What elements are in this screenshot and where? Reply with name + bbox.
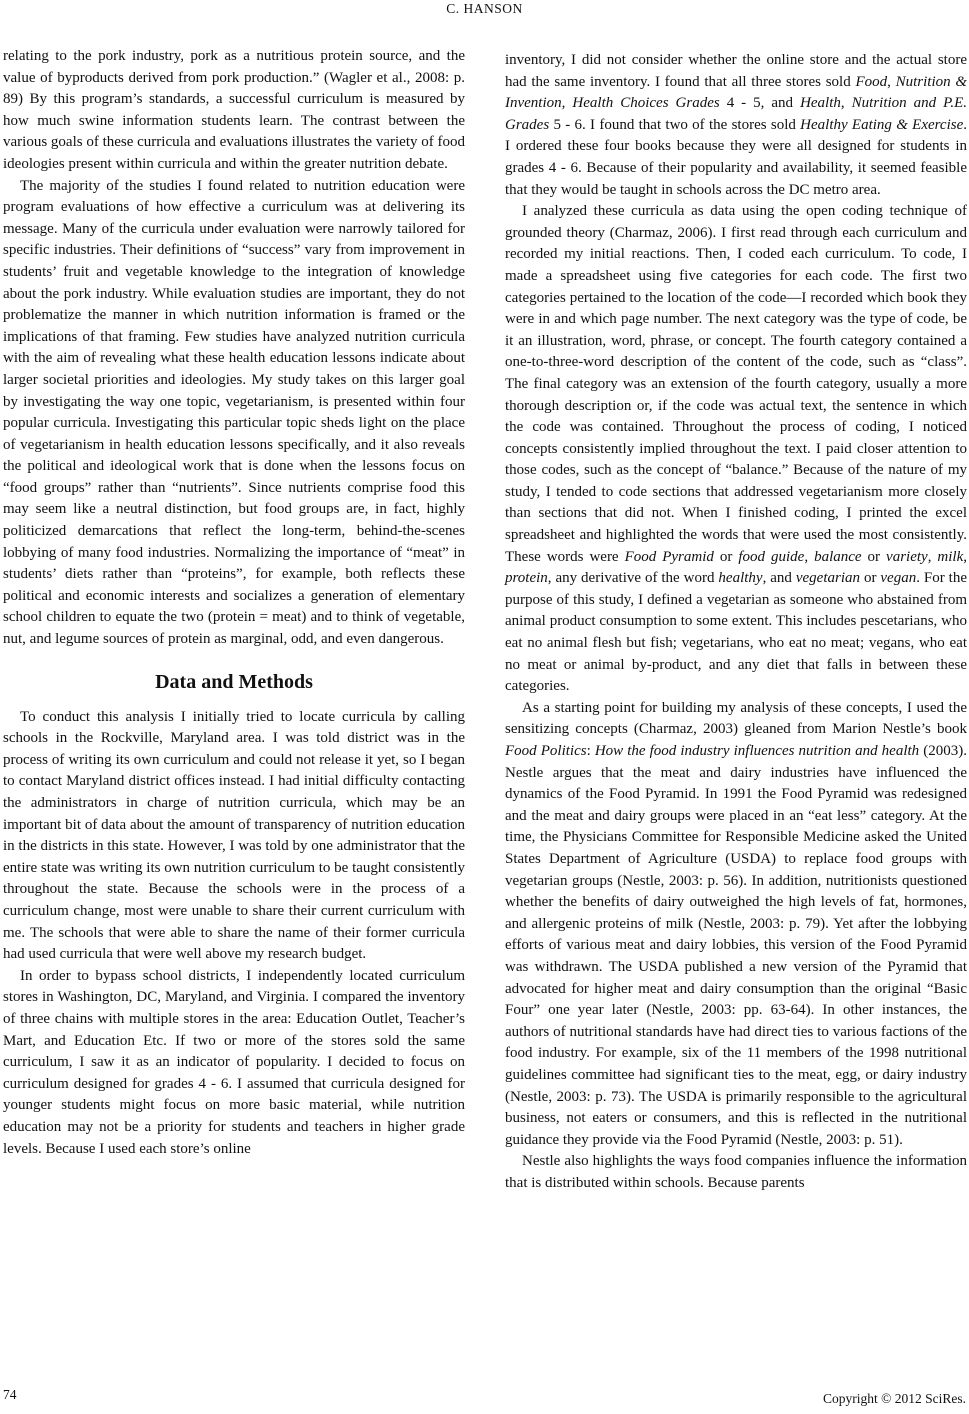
body-paragraph: In order to bypass school districts, I independently located curriculum stores in Washington, DC, Maryland, and Virginia. I compared the inventory of three chains with multiple stores in the area: Education Outlet, Teacher’s Mart, and Education Etc. If two or more of the stores sold the same curriculum, I saw it as an indicator of popularity. I decided to focus on curriculum designed for grades 4 - 6. I assumed that curricula designed for younger students might focus on more basic material, while nutrition education may not be a priority for students and teachers in higher grade levels. Because I used each store’s online bbox=[3, 967, 465, 1157]
body-paragraph: The majority of the studies I found related to nutrition education were program evaluations of how effective a curriculum was at delivering its message. Many of the curricula under evaluation were narrowly tailored for specific industries. Their definitions of “success” vary from improvement in students’ fruit and vegetable knowledge to the integration of knowledge about the pork industry. While evaluation studies are important, they do not problematize the manner in which nutrition information is framed or the implications of that framing. Few studies have analyzed nutrition curricula with the aim of revealing what these health education lessons indicate about larger societal priorities and ideologies. My study takes on this larger goal by investigating the way one topic, vegetarianism, is presented within four popular curricula. Investigating this particular topic sheds light on the place of vegetarianism in health education lessons specifically, and it also reveals the political and ideological work that is done when the lessons focus on “food groups” rather than “nutrients”. Since nutrients comprise food this may seem like a neutral distinction, but food groups are, in fact, highly politicized demarcations that reflect the long-term, behind-the-scenes lobbying of many food industries. Normalizing the importance of “meat” in students’ diets rather than “proteins”, for example, both reflects these political and economic interests and socializes a generation of elementary school children to equate the two (protein = meat) and to think of vegetable, nut, and legume sources of protein as marginal, odd, and even dangerous. bbox=[3, 177, 465, 648]
right-column bbox=[505, 50, 967, 1194]
running-header: C. HANSON bbox=[446, 1, 523, 16]
keyword: vegan bbox=[880, 570, 917, 587]
keyword: Food Pyramid bbox=[624, 548, 714, 565]
keyword: food guide bbox=[738, 548, 805, 565]
body-paragraph: Nestle also highlights the ways food companies influence the information that is distributed within schools. Because parents bbox=[505, 1153, 967, 1191]
keyword: protein bbox=[505, 570, 548, 587]
body-paragraph: relating to the pork industry, pork as a nutritious protein source, and the value of byproducts derived from pork production.” (Wagler et al., 2008: p. 89) By this program’s standards, a successful curriculum is measured by how much swine information students learn. The contrast between the various goals of these curricula and evaluations illustrates the variety of food ideologies present within curricula and within the greater nutrition debate. bbox=[3, 48, 465, 172]
book-subtitle: How the food industry influences nutrition and health bbox=[594, 743, 920, 759]
book-title: Health Choices Grades bbox=[572, 95, 720, 112]
keyword: vegetarian bbox=[795, 570, 861, 587]
section-heading: Data and Methods bbox=[155, 670, 313, 693]
book-title: Health bbox=[800, 95, 841, 112]
keyword: balance bbox=[814, 548, 862, 565]
left-column bbox=[3, 46, 465, 1160]
book-title: Healthy Eating & Exercise bbox=[800, 116, 964, 133]
body-paragraph: As a starting point for building my analysis of these concepts, I used the sensitizing concepts (Charmaz, 2003) gleaned from Marion Nestle’s book Food Politics: How the food industry influences nutrition and health (2003). Nestle argues that the meat and dairy industries have influenced the dynamics of the Food Pyramid. In 1991 the Food Pyramid was redesigned and the meat and dairy groups were placed in an “eat less” category. At the time, the Physicians Committee for Responsible Medicine asked the United States Department of Agriculture (USDA) to replace food groups with vegetarian groups (Nestle, 2003: p. 56). In addition, nutritionists questioned whether the benefits of dairy outweighed the high levels of fat, hormones, and allergenic proteins of milk (Nestle, 2003: p. 79). Yet after the lobbying efforts of various meat and dairy lobbies, this version of the Food Pyramid was withdrawn. The USDA published a new version of the Pyramid that advocated for higher meat and dairy consumption than the original “Basic Four” one year later (Nestle, 2003: pp. 63-64). In other instances, the authors of nutritional standards have had direct ties to various factions of the food industry. For example, six of the 11 members of the 1998 nutritional guidelines committee had significant ties to the meat, egg, or dairy industry (Nestle, 2003: p. 73). The USDA is primarily responsible to the agricultural business, not eaters or consumers, and this is reflected in the nutritional guidance they provide via the Food Pyramid (Nestle, 2003: p. 51). bbox=[505, 699, 968, 1148]
book-title: Nutrition & Invention bbox=[505, 73, 968, 112]
copyright-notice: Copyright © 2012 SciRes. bbox=[822, 1391, 966, 1406]
book-title: Nutrition and P.E. Grades bbox=[505, 95, 968, 133]
body-paragraph: To conduct this analysis I initially tried to locate curricula by calling schools in the Rockville, Maryland area. I was told district was in the process of writing its own curriculum and could not release it yet, so I began to contact Maryland district offices instead. I had initial difficulty contacting the administrators in charge of nutrition curricula, which may be an important bit of data about the amount of transparency of nutrition education in the districts in this state. However, I was told by one administrator that the entire state was writing its own nutrition curriculum to be taught consistently throughout the state. Because the schools were in the process of a curriculum change, most were unable to share their current curriculum with me. The schools that were able to share the name of their former curricula had used curricula that were well above my research budget. bbox=[3, 708, 465, 963]
keyword: healthy bbox=[718, 570, 763, 587]
body-paragraph: I analyzed these curricula as data using the open coding technique of grounded theory (Charmaz, 2006). I first read through each curriculum and recorded my initial reactions. Then, I coded each curriculum. To code, I made a spreadsheet using five categories for each code. The first two categories pertained to the location of the code—I recorded which book they were in and which page number. The next category was the type of code, be it an illustration, word, phrase, or concept. The fourth category contained a one-to-three-word description of the content of the code, such as “class”. The final category was an extension of the fourth category, usually a more thorough description or, if the code was actual text, the sentence in which the code was contained. Throughout the process of coding, I noticed concepts consistently implied throughout the text. I paid closer attention to those codes, such as the concept of “balance.” Because of the nature of my study, I tended to code sections that addressed vegetarianism more closely than sections that did not. When I finished coding, I printed the excel spreadsheet and highlighted the words that were used the most consistently. These words were Food Pyramid or food guide, balance or variety, milk, protein, any derivative of the word healthy, and vegetarian or vegan. For the purpose of this study, I defined a vegetarian as someone who abstained from animal product consumption to some extent. This includes pescetarians, who eat no animal flesh but fish; vegetarians, who eat no meat; vegans, who eat no meat or animal by-product, and any diet that falls in between these categories. bbox=[505, 203, 967, 695]
book-title: Food bbox=[855, 73, 888, 90]
keyword: milk bbox=[937, 548, 964, 565]
page-number: 74 bbox=[3, 1387, 17, 1402]
keyword: variety bbox=[886, 548, 928, 565]
book-title: Food Politics bbox=[505, 743, 587, 759]
body-paragraph: inventory, I did not consider whether the online store and the actual store had the same inventory. I found that all three stores sold Food, Nutrition & Invention, Health Choices Grades 4 - 5, and Health, Nutrition and P.E. Grades 5 - 6. I found that two of the stores sold Healthy Eating & Exercise. I ordered these four books because they were all designed for students in grades 4 - 6. Because of their popularity and availability, it seemed feasible that they would be taught in schools across the DC metro area. bbox=[505, 52, 968, 198]
